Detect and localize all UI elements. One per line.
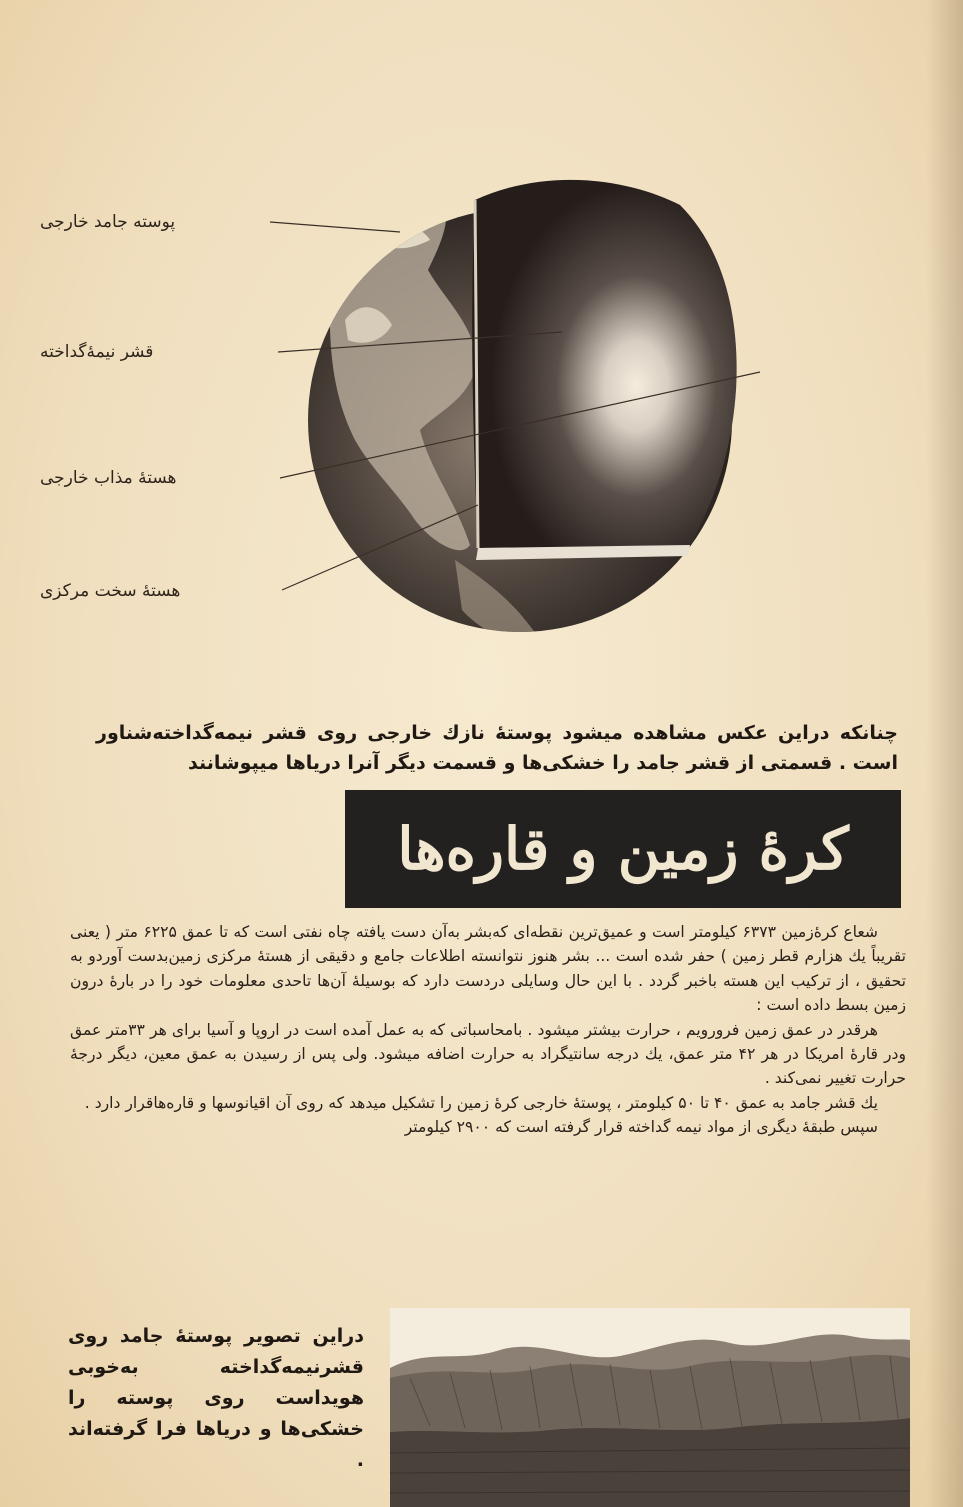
figure-caption: چنانکه دراین عکس مشاهده میشود پوستهٔ نازك خارجی روی قشر نیمه‌گداخته‌شناور است . قسمتی از قشر جامد را خشکی‌ها و قسمت دیگر آنرا دریاها میپوشانند	[96, 722, 898, 774]
label-solid-inner-core: هستهٔ سخت مرکزی	[40, 581, 181, 601]
title-banner	[345, 790, 901, 908]
sidebar-caption: دراین تصویر پوستهٔ جامد روی قشرنیمه‌گداخته به‌خوبی هویداست روی پوسته را خشکی‌ها و دریاها فرا گرفته‌اند .	[68, 1325, 364, 1471]
body-paragraph: یك قشر جامد به عمق ۴۰ تا ۵۰ کیلومتر ، پوستهٔ خارجی کرهٔ زمین را تشکیل میدهد که روی آن اقیانوسها و قاره‌هاقرار دارد .	[84, 1093, 878, 1112]
cutaway-wedge	[472, 180, 736, 560]
crust-photo	[390, 1308, 910, 1507]
page-fold-shadow	[926, 0, 963, 1507]
body-paragraph: سپس طبقهٔ دیگری از مواد نیمه گداخته قرار گرفته است که ۲۹۰۰ کیلومتر	[404, 1118, 878, 1137]
page-title: کرهٔ زمین و قاره‌ها	[397, 815, 849, 883]
label-outer-solid-crust: پوسته جامد خارجی	[40, 212, 176, 232]
label-semi-molten-layer: قشر نیمهٔ‌گداخته	[40, 342, 154, 362]
label-molten-outer-core: هستهٔ مذاب خارجی	[40, 468, 177, 488]
body-paragraph: هرقدر در عمق زمین فرورویم ، حرارت بیشتر میشود . بامحاسباتی که به عمل آمده است در اروپا و آسیا برای هر ۳۳متر عمق ودر قارهٔ امریکا در هر ۴۲ متر عمق، یك درجه سانتیگراد به حرارت اضافه میشود. ولی پس از رسیدن به عمق معین، دیگر درجهٔ حرارت تغییر نمی‌کند .	[70, 1020, 906, 1088]
body-paragraph: شعاع کرهٔ‌زمین ۶۳۷۳ کیلومتر است و عمیق‌ترین نقطه‌ای که‌بشر به‌آن دست یافته چاه نفتی است که تا عمق ۶۲۲۵ متر ( یعنی تقریباً یك هزارم قطر زمین ) حفر شده است ... بشر هنوز نتوانسته اطلاعات جامع و دقیقی از هستهٔ مرکزی زمین‌بدست آوردو به تحقیق ، از ترکیب این هسته باخبر گردد . با این حال وسایلی دردست دارد که بوسیلهٔ آن‌ها تاحدی معلومات خود را در بارهٔ درون زمین بسط داده است :	[70, 923, 906, 1015]
article-body	[70, 920, 906, 1140]
